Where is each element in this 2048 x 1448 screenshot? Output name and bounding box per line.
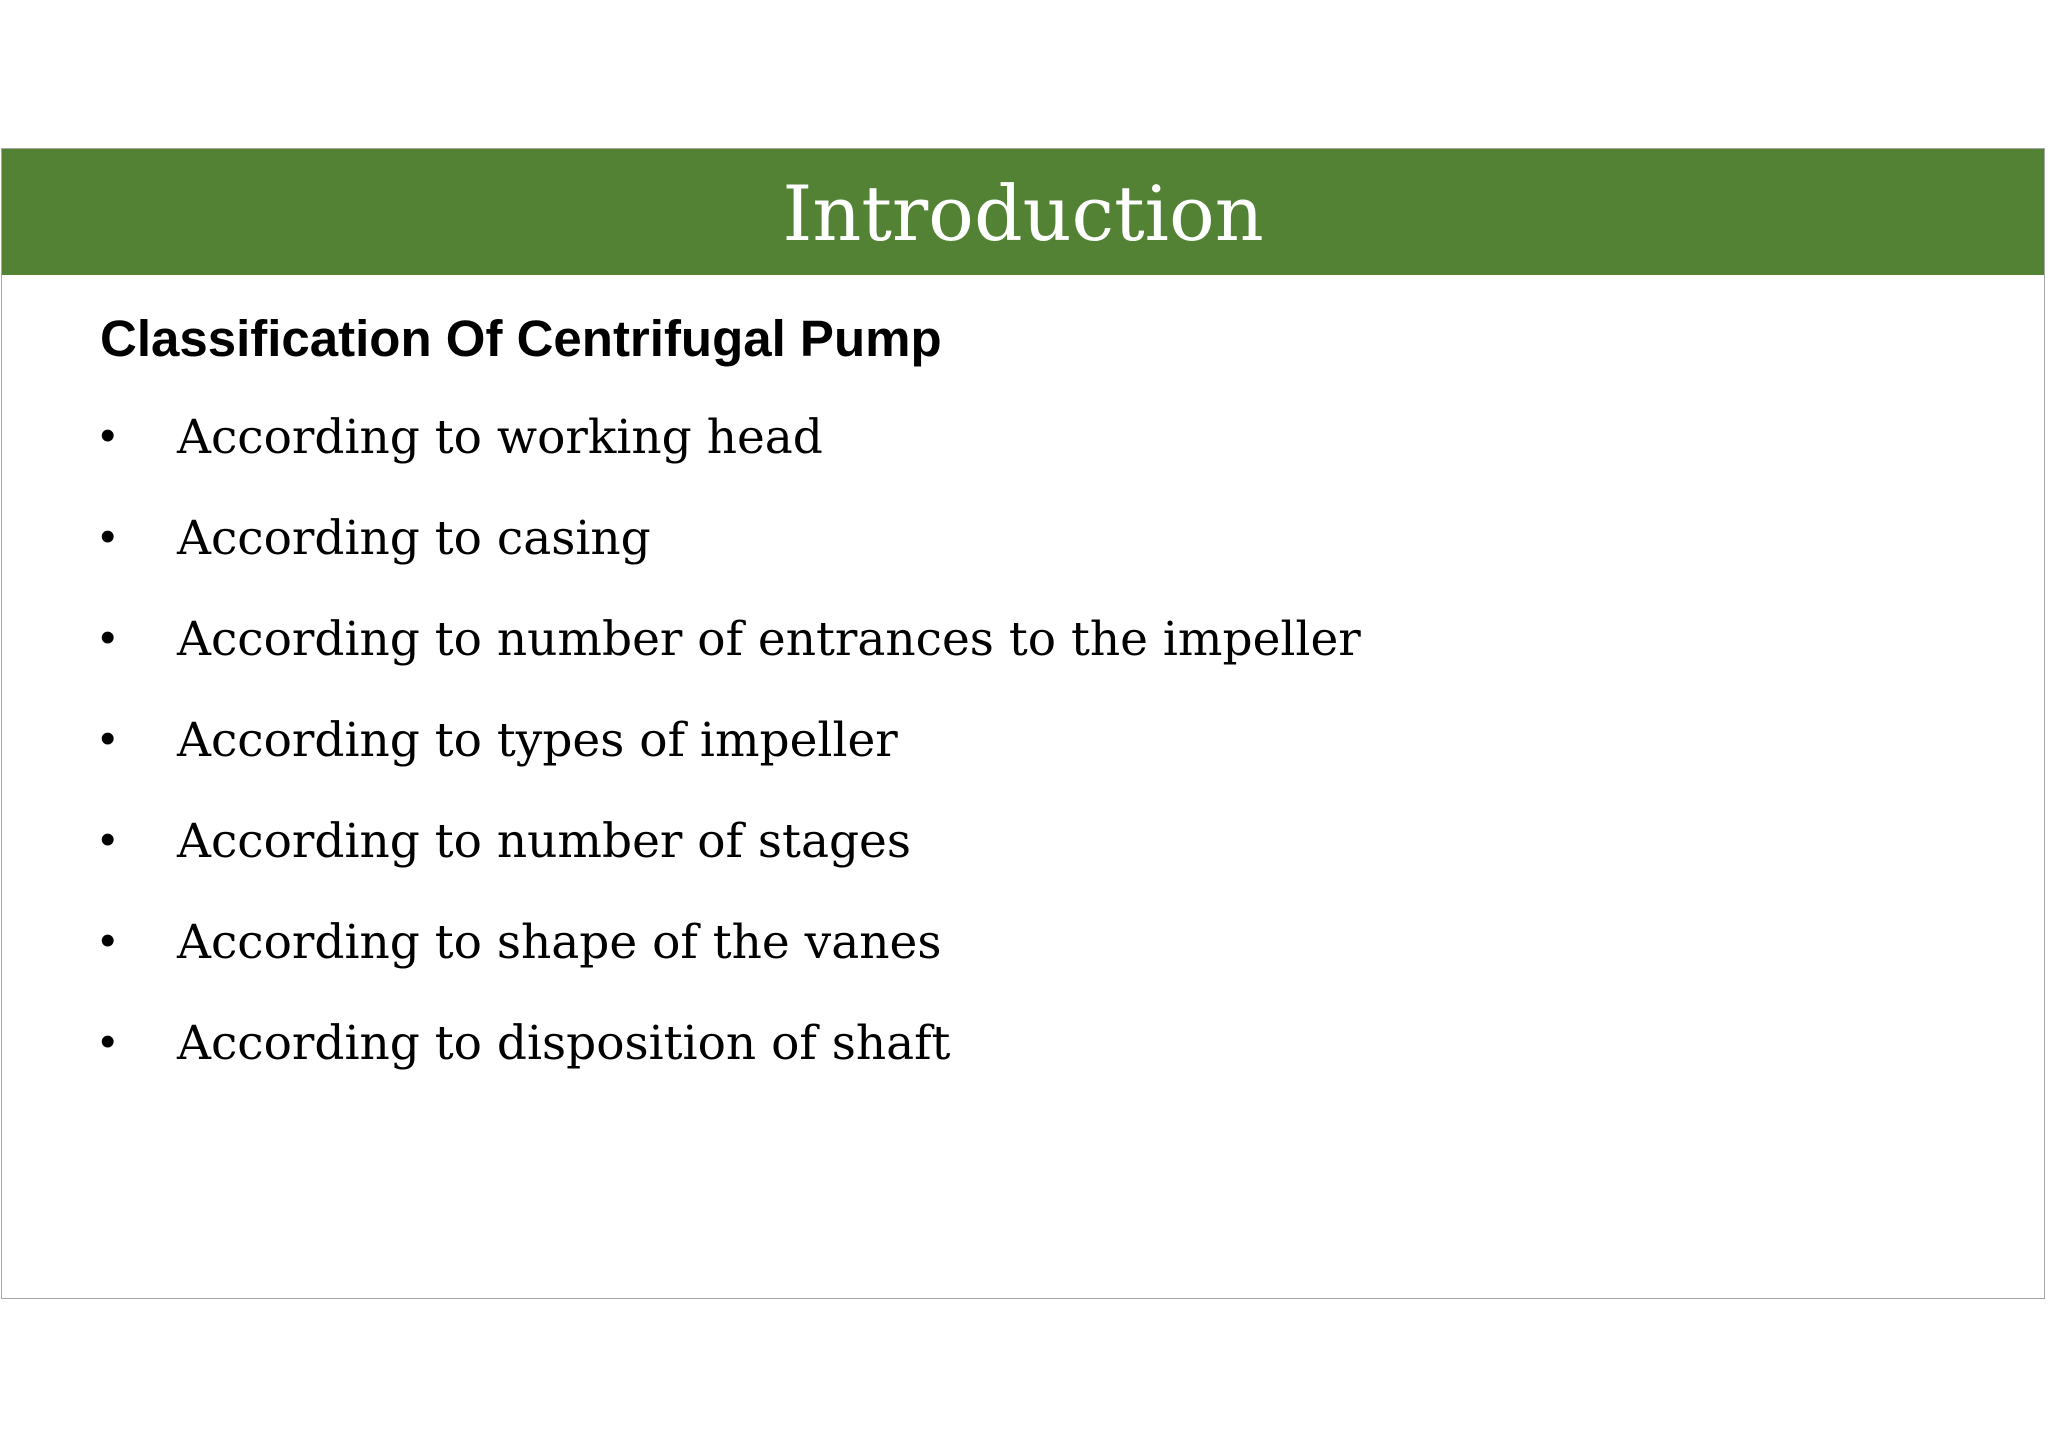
bullet-item xyxy=(100,815,1361,916)
bullet-icon: • xyxy=(100,411,116,460)
bullet-item xyxy=(100,613,1361,714)
bullet-item xyxy=(100,411,1361,512)
bullet-text: According to casing xyxy=(177,511,651,566)
bullet-icon: • xyxy=(100,1017,116,1066)
bullet-icon: • xyxy=(100,916,116,965)
bullet-icon: • xyxy=(100,512,116,561)
slide xyxy=(1,148,2045,1299)
bullet-item xyxy=(100,916,1361,1017)
bullet-list xyxy=(100,411,1361,1118)
slide-title: Introduction xyxy=(782,169,1264,258)
bullet-icon: • xyxy=(100,815,116,864)
bullet-text: According to working head xyxy=(177,410,823,465)
bullet-icon: • xyxy=(100,714,116,763)
bullet-text: According to disposition of shaft xyxy=(177,1016,951,1071)
bullet-item xyxy=(100,714,1361,815)
bullet-text: According to number of stages xyxy=(177,814,911,869)
bullet-icon: • xyxy=(100,613,116,662)
bullet-item xyxy=(100,512,1361,613)
bullet-text: According to shape of the vanes xyxy=(177,915,942,970)
bullet-text: According to number of entrances to the impeller xyxy=(177,612,1361,667)
bullet-item xyxy=(100,1017,1361,1118)
slide-subtitle: Classification Of Centrifugal Pump xyxy=(100,310,942,367)
bullet-text: According to types of impeller xyxy=(177,713,898,768)
title-bar xyxy=(2,149,2044,275)
